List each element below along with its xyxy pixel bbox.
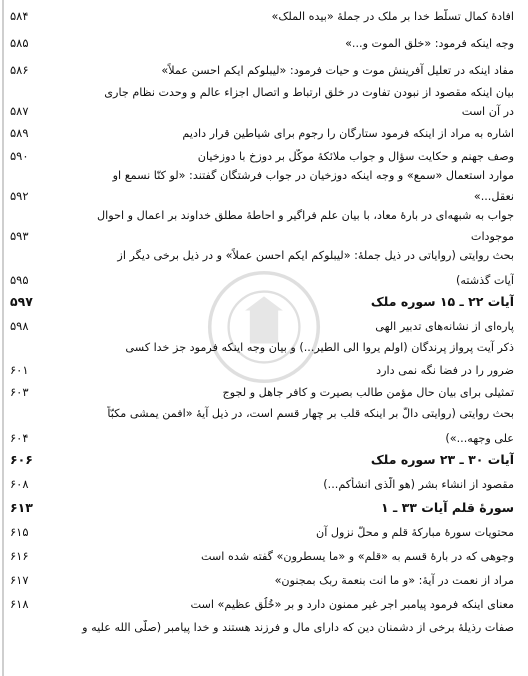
toc-entry-text: موجودات: [470, 230, 514, 243]
toc-page-number: ۵۹۷: [10, 294, 33, 309]
toc-entry-text: آیات ۲۲ ـ ۱۵ سوره ملک: [370, 294, 514, 309]
toc-entry: [10, 452, 514, 468]
toc-entry-text: محتویات سورهٔ مبارکهٔ قلم و محلّ نزول آن: [316, 526, 514, 539]
toc-page-number: ۵۸۶: [10, 63, 29, 77]
toc-page-number: ۵۸۴: [10, 9, 29, 23]
toc-entry: [10, 148, 514, 165]
toc-entry: [10, 500, 514, 516]
toc-entry-text: صفات رذیلهٔ برخی از دشمنان دین که دارای مال و فرزند هستند و خدا پیامبر (صلّی الله علیه و: [82, 621, 514, 634]
toc-page-number: ۵۹۰: [10, 149, 29, 163]
toc-page-number: ۶۰۱: [10, 363, 29, 377]
toc-entry: [10, 294, 514, 310]
toc-entry: [10, 524, 514, 541]
toc-entry: [10, 318, 514, 335]
toc-page-number: ۵۸۷: [10, 104, 29, 118]
toc-entry: [10, 125, 514, 142]
toc-entry-text: مراد از نعمت در آیهٔ: «و ما انت بنعمة ربک بمجنون»: [274, 574, 514, 587]
toc-entry-text: نعقل...»: [473, 190, 514, 203]
toc-page-number: ۵۹۲: [10, 189, 29, 203]
toc-entry: [10, 476, 514, 493]
toc-entry-text: پاره‌ای از نشانه‌های تدبیر الهی: [375, 320, 514, 333]
toc-page-number: ۶۱۸: [10, 597, 29, 611]
toc-page-number: ۶۱۵: [10, 525, 29, 539]
toc-entry-text: سورهٔ قلم آیات ۳۳ ـ ۱: [381, 500, 514, 515]
toc-page-number: ۶۱۷: [10, 573, 29, 587]
toc-page-number: ۵۸۹: [10, 126, 29, 140]
toc-entry: [10, 384, 514, 401]
toc-entry: [10, 572, 514, 589]
toc-entry-text: افادهٔ کمال تسلّط خدا بر ملک در جملهٔ «بیده الملک»: [271, 10, 514, 23]
toc-entry: [10, 62, 514, 79]
toc-entry: [10, 596, 514, 613]
page-edge: [2, 0, 4, 676]
toc-entry: [10, 406, 514, 422]
toc-page-number: ۵۹۸: [10, 319, 29, 333]
toc-entry-text: موارد استعمال «سمع» و وجه اینکه دوزخیان در جواب فرشتگان گفتند: «لو کنّا نسمع او: [112, 169, 514, 182]
toc-entry: [10, 208, 514, 224]
toc-entry: [10, 272, 514, 289]
toc-entry-text: در آن است: [461, 105, 514, 118]
toc-page-number: ۶۰۶: [10, 452, 33, 467]
toc-entry: [10, 340, 514, 356]
toc-entry: [10, 548, 514, 565]
toc-entry-text: تمثیلی برای بیان حال مؤمن طالب بصیرت و کافر جاهل و لجوج: [222, 386, 514, 399]
toc-entry-text: علی وجهه...»): [445, 432, 514, 445]
toc-entry: [10, 8, 514, 25]
toc-entry: [10, 168, 514, 184]
toc-page-number: ۶۰۳: [10, 385, 29, 399]
toc-entry-text: ضرور را در فضا نگه نمی دارد: [376, 364, 514, 377]
toc-entry-text: بیان اینکه مقصود از نبودن تفاوت در خلق ارتباط و اتصال اجزاء عالم و وحدت نظام جاری: [104, 86, 514, 99]
toc-page-number: ۵۹۵: [10, 273, 29, 287]
toc-entry: [10, 228, 514, 245]
toc-entry: [10, 188, 514, 205]
toc-page-number: ۵۹۳: [10, 229, 29, 243]
toc-entry-text: وجه اینکه فرمود: «خلق الموت و...»: [345, 37, 514, 50]
toc-entry-text: معنای اینکه فرمود پیامبر اجر غیر ممنون دارد و بر «خُلُق عظیم» است: [190, 598, 514, 611]
toc-entry-text: بحث روایتی (روایاتی در ذیل جملهٔ: «لیبلوکم ایکم احسن عملاً» و در ذیل برخی دیگر از: [117, 249, 514, 262]
toc-entry-text: ذکر آیت پرواز پرندگان (اولم یروا الی الطیر...) و بیان وجه اینکه فرمود جز خدا کسی: [125, 341, 514, 354]
toc-entry-text: وصف جهنم و حکایت سؤال و جواب ملائکهٔ موکّل بر دوزخ با دوزخیان: [197, 150, 514, 163]
toc-entry: [10, 248, 514, 264]
toc-entry: [10, 430, 514, 447]
toc-entry-text: مفاد اینکه در تعلیل آفرینش موت و حیات فرمود: «لیبلوکم ایکم احسن عملاً»: [161, 64, 514, 77]
toc-entry: [10, 103, 514, 120]
toc-entry: [10, 85, 514, 101]
toc-page-number: ۶۰۴: [10, 431, 29, 445]
toc-entry-text: وجوهی که در بارهٔ قسم به «قلم» و «ما یسطرون» گفته شده است: [200, 550, 514, 563]
toc-entry-text: اشاره به مراد از اینکه فرمود ستارگان را رجوم برای شیاطین قرار دادیم: [182, 127, 514, 140]
toc-entry-text: جواب به شبهه‌ای در بارهٔ معاد، با بیان علم فراگیر و احاطهٔ مطلق خداوند بر اعمال و احوال: [97, 209, 514, 222]
toc-entry: [10, 35, 514, 52]
toc-page-number: ۶۰۸: [10, 477, 29, 491]
toc-page-number: ۵۸۵: [10, 36, 29, 50]
toc-entry-text: مقصود از انشاء بشر (هو الّذی انشأکم...): [323, 478, 514, 491]
toc-page-number: ۶۱۳: [10, 500, 33, 515]
toc-entry-text: آیات ۳۰ ـ ۲۳ سوره ملک: [370, 452, 514, 467]
toc-entry-text: آیات گذشته): [455, 274, 514, 287]
toc-entry-text: بحث روایتی (روایتی دالّ بر اینکه قلب بر چهار قسم است، در ذیل آیهٔ «افمن یمشی مکبّاً: [107, 407, 514, 420]
toc-page-number: ۶۱۶: [10, 549, 29, 563]
toc-entry: [10, 620, 514, 636]
toc-entry: [10, 362, 514, 379]
